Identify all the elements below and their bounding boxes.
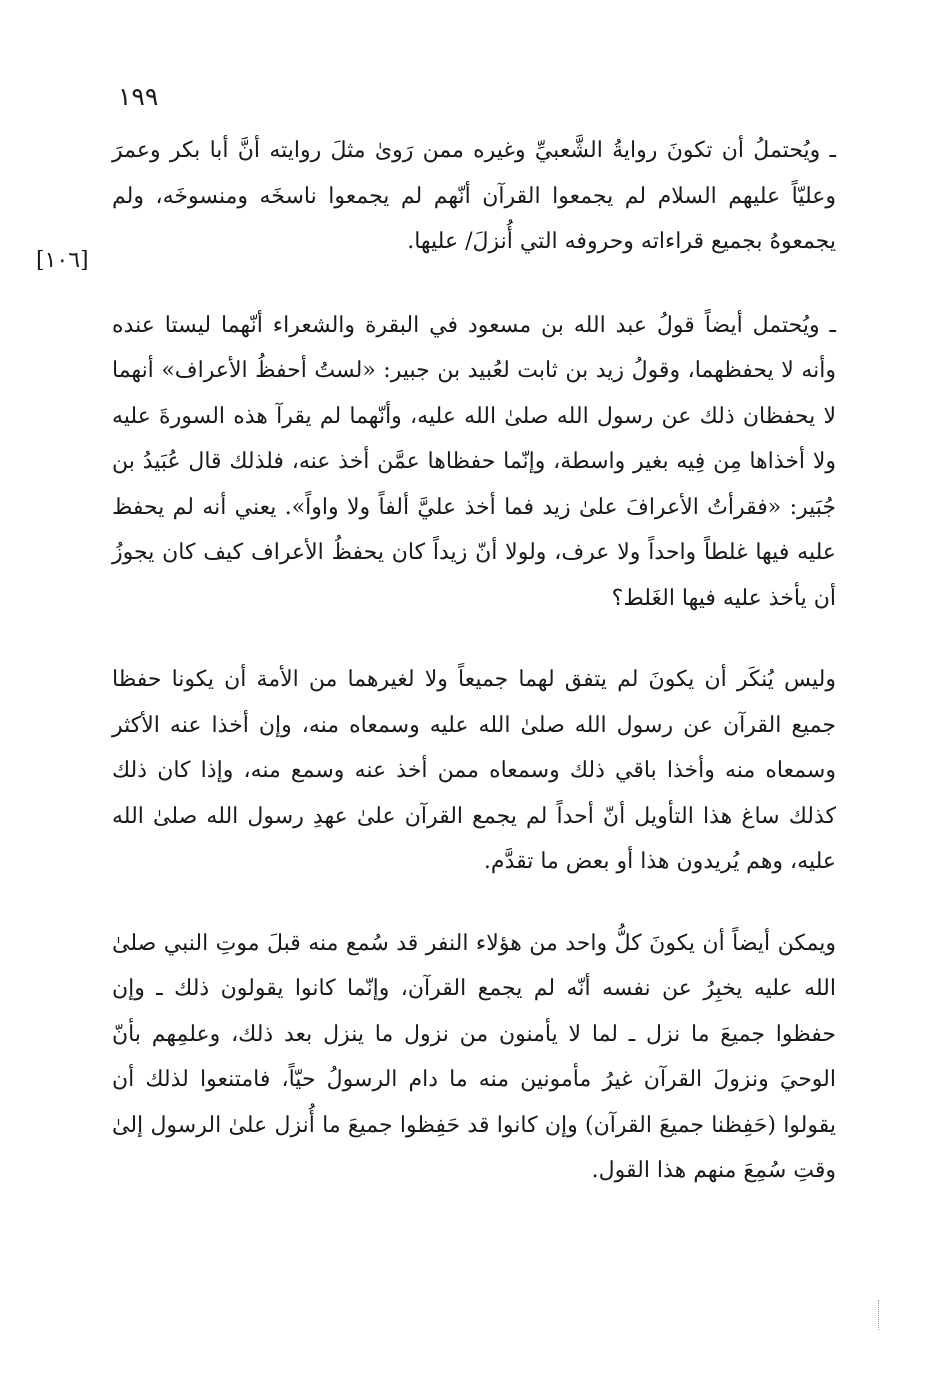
paragraph: ـ ويُحتملُ أن تكونَ روايةُ الشَّعبيِّ وغيره ممن رَوىٰ مثلَ روايته أنَّ أبا بكر وعمرَ وعليّاً عليهم السلام لم يجمعوا القرآن أنّهم لم يجمعوا ناسخَه ومنسوخَه، ولم يجمعوهُ بجميع قراءاته وحروفه التي أُنزلَ/ عليها. [112, 138, 836, 254]
page-edge-mark [878, 1300, 882, 1330]
margin-reference: [١٠٦] [36, 248, 89, 273]
page-number: ١٩٩ [118, 82, 159, 111]
paragraph: ويمكن أيضاً أن يكونَ كلُّ واحد من هؤلاء النفر قد سُمع منه قبلَ موتِ النبي صلىٰ الله عليه يخبِرُ عن نفسه أنّه لم يجمع القرآن، وإنّما كانوا يقولون ذلك ـ وإن حفظوا جميعَ ما نزل ـ لما لا يأمنون من نزول ما ينزل بعد ذلك، وعلمِهم بأنّ الوحيَ ونزولَ القرآن غيرُ مأمونين منه ما دام الرسولُ حيّاً، فامتنعوا لذلك أن يقولوا (حَفِظنا جميعَ القرآن) وإن كانوا قد حَفِظوا جميعَ ما أُنزل علىٰ الرسول إلىٰ وقتِ سُمِعَ منهم هذا القول. [112, 930, 836, 1183]
paragraph: وليس يُنكَر أن يكونَ لم يتفق لهما جميعاً ولا لغيرهما من الأمة أن يكونا حفظا جميع القرآن عن رسول الله صلىٰ الله عليه وسمعاه منه، وإن أخذا عنه الأكثر وسمعاه منه وأخذا باقي ذلك وسمعاه ممن أخذ عنه وسمع منه، وإذا كان ذلك كذلك ساغ هذا التأويل أنّ أحداً لم يجمع القرآن علىٰ عهدِ رسول الله صلىٰ الله عليه، وهم يُريدون هذا أو بعض ما تقدَّم. [112, 667, 836, 874]
main-text [112, 128, 836, 1230]
paragraph: ـ ويُحتمل أيضاً قولُ عبد الله بن مسعود في البقرة والشعراء أنّهما ليستا عنده وأنه لا يحفظهما، وقولُ زيد بن ثابت لعُبيد بن جبير: «لستُ أحفظُ الأعراف» أنهما لا يحفظان ذلك عن رسول الله صلىٰ الله عليه، وأنّهما لم يقرآ هذه السورةَ عليه ولا أخذاها مِن فِيه بغير واسطة، وإنّما حفظاها عمَّن أخذ عنه، فلذلك قال عُبَيدُ بن جُبَير: «فقرأتُ الأعرافَ علىٰ زيد فما أخذ عليَّ ألفاً ولا واواً». يعني أنه لم يحفظ عليه فيها غلطاً واحداً ولا عرف، ولولا أنّ زيداً كان يحفظُ الأعراف كيف كان يجوزُ أن يأخذ عليه فيها الغَلط؟ [112, 312, 836, 611]
